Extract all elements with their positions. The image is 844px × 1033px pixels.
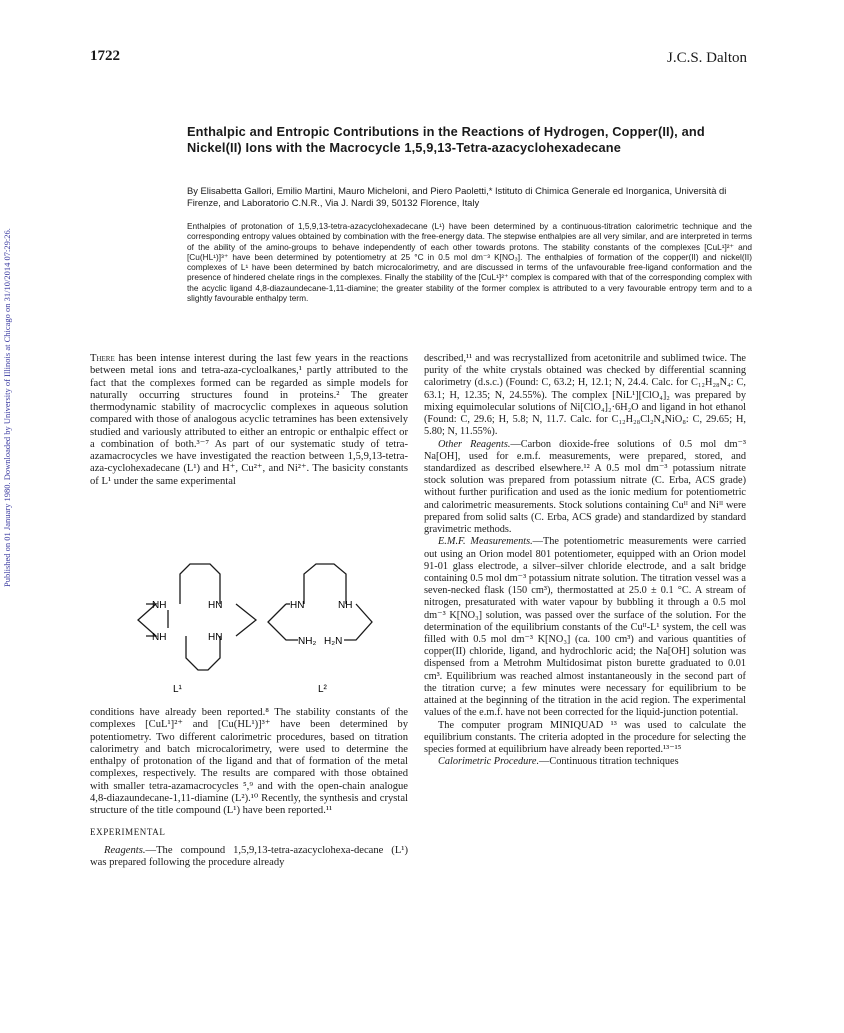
l2-h2n: H₂N — [324, 636, 343, 647]
reagents-paragraph — [90, 845, 408, 870]
intro-column — [90, 353, 408, 488]
right-p1: described,¹¹ and was recrystallized from acetonitrile and sublimed twice. The purity of the white crystals obtained was checked by differential scanning calorimetry (d.s.c.) (Found: C, 63.2; H, 12.1; N, 24.4. Calc. for C₁₂H₂₈N₄: C, 63.1; H, 12.35; N, 24.55%). The complex [NiL¹][ClO₄]₂ was prepared by mixing equimolecular solutions of Ni[ClO₄]₂·6H₂O and ligand in hot ethanol (Found: C, 29.6; H, 5.8; N, 11.7. Calc. for C₁₂H₂₈Cl₂N₄NiO₈: C, 29.65; H, 5.80; N, 11.55%). — [424, 353, 746, 438]
l2-label: L² — [318, 684, 327, 695]
lead-word: There — [90, 353, 115, 364]
l1-label: L¹ — [173, 684, 182, 695]
l1-nh-top: NH — [152, 600, 167, 611]
structure-figure — [118, 560, 418, 700]
right-column — [424, 353, 746, 768]
article-title: Enthalpic and Entropic Contributions in the Reactions of Hydrogen, Copper(II), and Nickel(II) Ions with the Macrocycle 1,5,9,13-Tetra-azacyclohexadecane — [187, 124, 705, 155]
l2-nh: NH — [338, 600, 353, 611]
left-continued-text: conditions have already been reported.⁸ The stability constants of the complexes [CuL¹]²⁺ and [Cu(HL¹)]³⁺ have been determined by potentiometry. Two different calorimetric procedures, based on titration calorimetry and batch microcalorimetry, were used to determine the enthalpy of protonation of the ligand and that of formation of the metal complexes, respectively. The results are compared with those obtained with smaller tetra-azamacrocycles ⁵,⁹ and with the open-chain analogue 4,8-diazaundecane-1,11-diamine (L²).¹⁰ Recently, the synthesis and crystal structure of the title compound (L¹) have been reported.¹¹ — [90, 707, 408, 816]
l2-chain — [268, 564, 372, 640]
other-reagents-text: —Carbon dioxide-free solutions of 0.5 mol dm⁻³ Na[OH], used for e.m.f. measurements, were prepared, stored, and standardized as described elsewhere.¹² A 0.5 mol dm⁻³ potassium nitrate stock solution was prepared from potassium nitrate (C. Erba, ACS grade) without further purification and used as the ionic medium for potentiometric and calorimetric measurements. Stock solutions containing Cuᴵᴵ and Niᴵᴵ were prepared from solid salts (C. Erba, ACS grade) and standardized by standard gravimetric methods. — [424, 438, 746, 536]
l2-nh2: NH₂ — [298, 636, 317, 647]
journal-name: J.C.S. Dalton — [666, 50, 747, 66]
left-column-continued — [90, 707, 408, 869]
abstract: Enthalpies of protonation of 1,5,9,13-tetra-azacyclohexadecane (L¹) have been determined by a continuous-titration calorimetric technique and the corresponding entropy values obtained by combination with the free-energy data. The stepwise enthalpies are all very similar, and are interpreted in terms of the ability of the amino-groups to behave independently of each other towards protons. The stability constants of the complexes [CuL¹]²⁺ and [Cu(HL¹)]³⁺ have been determined by potentiometry at 25 °C in 0.5 mol dm⁻³ K[NO₃]. The enthalpies of formation of the copper(II) and nickel(II) complexes of L¹ have been determined by batch microcalorimetry, and are discussed in terms of the unfavourable free-ligand conformation and the presence of hindered chelate rings in the complexes. Finally the stability of the [CuL¹]²⁺ complex is compared with that of the corresponding complex with the acyclic ligand 4,8-diazaundecane-1,11-diamine; the greater stability of the former complex is attributed to a very favourable entropy term and to a slightly favourable enthalpy term. — [187, 221, 752, 304]
download-notice: Published on 01 January 1980. Downloaded by University of Illinois at Chicago on 31/10/2014 07:29:26. — [2, 228, 12, 587]
other-reagents-heading: Other Reagents. — [438, 438, 511, 450]
right-p3 — [424, 536, 746, 719]
right-p5 — [424, 756, 746, 768]
l1-hn-bottom: HN — [208, 632, 223, 643]
l1-nh-bottom: NH — [152, 632, 167, 643]
reagents-heading: Reagents. — [104, 844, 146, 856]
page-number: 1722 — [90, 48, 120, 64]
author-line: By Elisabetta Gallori, Emilio Martini, Mauro Micheloni, and Piero Paoletti,* Istituto di Chimica Generale ed Inorganica, Università di Firenze, and Laboratorio C.N.R., Via J. Nardi 39, 50132 Florence, Italy — [187, 185, 727, 208]
emf-heading: E.M.F. Measurements. — [438, 536, 533, 548]
experimental-heading: EXPERIMENTAL — [90, 827, 166, 838]
right-p2 — [424, 439, 746, 537]
reagents-text: —The compound 1,5,9,13-tetra-azacyclohexa-decane (L¹) was prepared following the procedure already — [90, 844, 408, 868]
calorimetric-text: —Continuous titration techniques — [539, 756, 679, 768]
l1-hn-top: HN — [208, 600, 223, 611]
calorimetric-heading: Calorimetric Procedure. — [438, 756, 540, 768]
emf-text: —The potentiometric measurements were carried out using an Orion model 801 potentiometer, equipped with an Orion model 91-01 glass electrode, a silver–silver chloride electrode, and a salt bridge containing 0.5 mol dm⁻³ potassium nitrate solution. The titration vessel was a seven-necked flask (150 cm³), thermostatted at 25.0 ± 0.1 °C. A stream of nitrogen, presaturated with water vapour by bubbling it through a 0.5 mol dm⁻³ K[NO₃] solution, was passed over the surface of the solution. For the determination of the equilibrium constants of the Cuᴵᴵ-L¹ system, the cell was filled with 0.5 mol dm⁻³ K[NO₃] (ca. 100 cm³) and various quantities of copper(II) chloride, ligand, and hydrochloric acid; the Na[OH] solution was dispensed from a Metrohm Multidosimat piston burette graduated to 0.01 cm³. Equilibrium was reached almost instantaneously in the second part of the titration curve; a few minutes were necessary for equilibrium to be attained at the beginning of the titration in the acid region. The experimental values of the e.m.f. have not been corrected for the liquid-junction potential. — [424, 536, 746, 719]
l2-hn: HN — [290, 600, 305, 611]
intro-text: has been intense interest during the last few years in the reactions between metal ions and tetra-aza-cycloalkanes,¹ partly attributed to the fact that the complexes formed can be regarded as simple models for naturally occurring structures found in proteins.² The greater thermodynamic stability of macrocyclic complexes in aqueous solution compared with those of analogous acyclic tetramines has been extensively studied and variously attributed to either an entropic or enthalpic effect or a combination of both.³⁻⁷ As part of our systematic study of tetra-azamacrocycles we have investigated the reaction between 1,5,9,13-tetra-aza-cyclohexadecane (L¹) and H⁺, Cu²⁺, and Ni²⁺. The basicity constants of L¹ under the same experimental — [90, 353, 408, 487]
right-p4: The computer program MINIQUAD ¹³ was used to calculate the equilibrium constants. The criteria adopted in the procedure for selecting the species formed at equilibrium have already been reported.¹³⁻¹⁵ — [424, 719, 746, 755]
l1-ring — [138, 564, 256, 670]
